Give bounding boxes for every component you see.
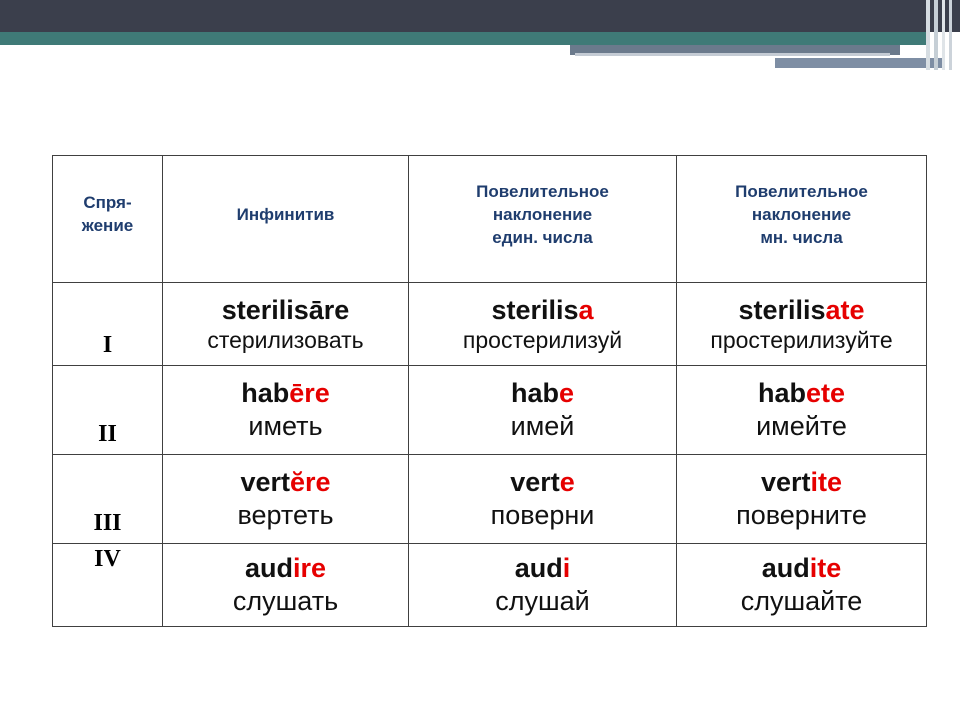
word-stem: aud	[514, 553, 563, 583]
latin-word	[409, 294, 676, 326]
header-text: жение	[81, 216, 134, 235]
latin-word	[163, 294, 408, 326]
table-header-row	[53, 156, 927, 283]
word-ending: ēre	[289, 378, 330, 408]
conjugation-number: II	[53, 366, 163, 455]
header-text: един. числа	[492, 227, 593, 247]
latin-word	[677, 552, 926, 584]
header-infinitive	[163, 156, 409, 283]
translation: поверни	[490, 500, 595, 530]
table-row	[53, 544, 927, 627]
translation: имей	[510, 411, 575, 441]
translation: простерилизуй	[462, 327, 623, 353]
word-ending: e	[559, 467, 575, 497]
header-text: Повелительное	[735, 181, 868, 201]
imperative-plural-cell	[677, 544, 927, 627]
latin-word	[677, 294, 926, 326]
conjugation-number: III	[53, 455, 163, 544]
word-stem: aud	[244, 553, 293, 583]
word-ending: ire	[292, 553, 327, 583]
latin-word	[409, 552, 676, 584]
header-text: Спря-	[83, 193, 132, 212]
decorative-vertical-lines	[925, 0, 960, 70]
table-row	[53, 455, 927, 544]
translation: слушайте	[740, 586, 863, 616]
header-text: мн. числа	[760, 227, 843, 247]
header-text: наклонение	[751, 204, 852, 224]
imperative-plural-cell	[677, 455, 927, 544]
imperative-singular-cell	[409, 544, 677, 627]
word-stem: hab	[510, 378, 559, 408]
word-ending: e	[558, 378, 575, 408]
table-row	[53, 283, 927, 366]
table-row	[53, 366, 927, 455]
header-bar-thin	[575, 53, 890, 56]
word-ending: ete	[805, 378, 846, 408]
latin-word	[677, 377, 926, 409]
word-stem: aud	[761, 553, 810, 583]
word-stem: hab	[241, 378, 290, 408]
translation: стерилизовать	[207, 327, 364, 353]
word-ending: a	[578, 295, 594, 325]
header-bar-right	[775, 58, 945, 68]
word-stem: vert	[240, 467, 290, 497]
header-imperative-plural	[677, 156, 927, 283]
infinitive-cell	[163, 366, 409, 455]
header-conjugation	[53, 156, 163, 283]
infinitive-cell	[163, 283, 409, 366]
header-bar-dark	[0, 0, 960, 32]
imperative-plural-cell	[677, 283, 927, 366]
imperative-singular-cell	[409, 366, 677, 455]
word-ending: i	[562, 553, 571, 583]
infinitive-cell	[163, 544, 409, 627]
conjugation-number: I	[53, 283, 163, 366]
word-stem: hab	[757, 378, 806, 408]
word-stem: vert	[510, 467, 560, 497]
word-ending: ite	[809, 553, 842, 583]
word-stem: sterilis	[221, 295, 309, 325]
latin-word	[409, 466, 676, 498]
latin-word	[163, 466, 408, 498]
word-ending: ĕre	[289, 467, 331, 497]
latin-word	[677, 466, 926, 498]
word-ending: ate	[825, 295, 865, 325]
latin-word	[163, 377, 408, 409]
word-stem: vert	[760, 467, 811, 497]
word-ending: ite	[810, 467, 843, 497]
latin-word	[163, 552, 408, 584]
header-text: Повелительное	[476, 181, 609, 201]
translation: иметь	[248, 411, 323, 441]
imperative-singular-cell	[409, 283, 677, 366]
translation: слушать	[232, 586, 339, 616]
word-stem: sterilis	[491, 295, 579, 325]
header-imperative-singular	[409, 156, 677, 283]
header-bar-teal	[0, 32, 930, 45]
imperative-singular-cell	[409, 455, 677, 544]
header-text: Инфинитив	[236, 204, 335, 224]
translation: слушай	[495, 586, 590, 616]
word-ending: āre	[308, 295, 350, 325]
translation: простерилизуйте	[710, 327, 893, 353]
word-stem: sterilis	[738, 295, 826, 325]
header-text: наклонение	[492, 204, 593, 224]
translation: вертеть	[237, 500, 334, 530]
conjugation-table	[52, 155, 927, 627]
infinitive-cell	[163, 455, 409, 544]
conjugation-number: IV	[53, 544, 163, 627]
imperative-plural-cell	[677, 366, 927, 455]
latin-word	[409, 377, 676, 409]
translation: имейте	[756, 411, 847, 441]
translation: поверните	[736, 500, 867, 530]
